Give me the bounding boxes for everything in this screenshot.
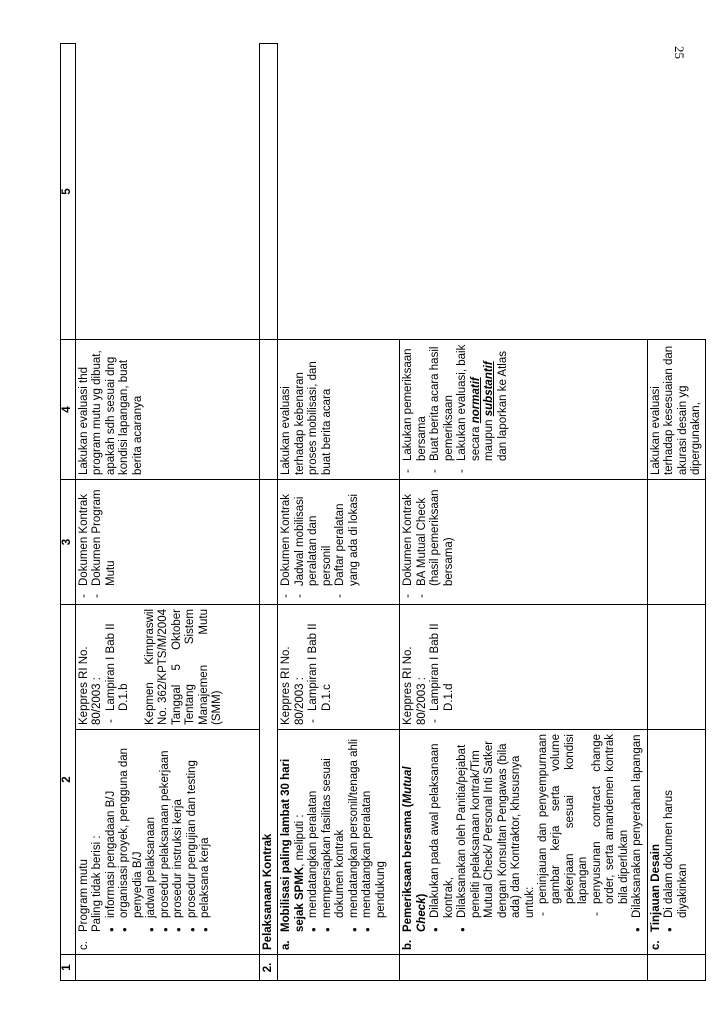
sub-item: - peninjauan dan penyempurnaan gambar kerja serta volume pekerjaan sesuai kondisi lapangan xyxy=(537,734,591,918)
sub-item: - penyusunan contract change order, serta amandemen kontrak bila diperlukan xyxy=(591,734,631,918)
item-label: c. xyxy=(78,941,90,950)
document-item: - Dokumen Kontrak xyxy=(280,484,293,600)
row-pemeriksaan-bersama xyxy=(400,44,647,981)
list-item: ● mendatangkan personil/tenaga ahli xyxy=(348,734,361,932)
list-item: ● Dilakukan pada awal pelaksanaan kontrak, xyxy=(429,734,456,932)
cell-empty xyxy=(76,955,260,981)
cell-program-mutu xyxy=(76,730,260,955)
document-item: - BA Mutual Check (hasil pemeriksaan bersama) xyxy=(416,484,456,600)
item-label: b. xyxy=(402,939,415,950)
reference-list xyxy=(307,609,334,725)
item-label: a. xyxy=(280,940,293,950)
cell-reference xyxy=(278,605,400,730)
item-label: c. xyxy=(649,940,662,950)
cell-reference xyxy=(400,605,647,730)
list-item-text: Dilaksanakan oleh Panitia/pejabat peneliti pelaksanaan kontrak/Tim Mutual Check/ Personal Inti Satker dengan Konsultan Pengawas (bila ada) dan Kontraktor, khususnya untuk: xyxy=(456,740,536,918)
item-title: Program mutu xyxy=(78,859,90,932)
cell-pemeriksaan xyxy=(400,730,647,955)
header-row xyxy=(61,44,76,981)
program-mutu-body xyxy=(91,734,212,950)
action-item-mid: maupun xyxy=(483,416,496,461)
mobilisasi-body xyxy=(307,734,388,950)
cell-empty xyxy=(400,955,647,981)
document-list xyxy=(78,484,118,600)
document-item: - Dokumen Kontrak xyxy=(402,484,415,600)
page-number: 25 xyxy=(672,46,687,59)
action-item xyxy=(456,344,510,475)
tinjauan-body xyxy=(663,734,690,950)
tinjauan-heading xyxy=(650,734,663,950)
procurement-table xyxy=(60,43,706,981)
list-item: ● mempersiapkan fasilitas sesuai dokumen kontrak xyxy=(321,734,348,932)
row-mobilisasi xyxy=(278,44,400,981)
list-item: ● organisasi proyek, pengguna dan penyedia B/J xyxy=(118,734,145,932)
program-mutu-list xyxy=(105,734,213,932)
cell-action xyxy=(647,340,706,480)
document-list xyxy=(402,484,456,600)
list-item: ● prosedur pengujian dan testing xyxy=(186,734,199,932)
item-title-tail: , meliputi : xyxy=(293,814,306,867)
cell-empty xyxy=(278,955,400,981)
action-text: Lakukan evaluasi thd program mutu yg dibuat, apakah sdh sesuai dng kondisi lapangan, buat berita acaranya xyxy=(78,350,144,475)
action-item-text: Lakukan evaluasi, baik secara xyxy=(456,344,482,461)
mobilisasi-heading xyxy=(280,734,307,950)
header-col-1: 1 xyxy=(61,955,76,981)
item-title-suffix: ) xyxy=(415,893,428,898)
pemeriksaan-body xyxy=(429,734,644,950)
action-item: - Buat berita acara hasil pemeriksaan xyxy=(429,344,456,475)
reference-list xyxy=(429,609,456,725)
item-title: Tinjauan Desain xyxy=(649,844,662,932)
list-item: ● jadwal pelaksanaan xyxy=(145,734,158,932)
list-item: ● prosedur pelaksanaan pekerjaan xyxy=(159,734,172,932)
reference-title: Keppres RI No. 80/2003 : xyxy=(402,646,428,725)
action-item-tail: dan laporkan ke Atlas xyxy=(496,351,509,461)
cell-action xyxy=(278,340,400,480)
cell-action xyxy=(76,340,260,480)
document-list xyxy=(280,484,361,600)
mobilisasi-list xyxy=(307,734,388,932)
row-tinjauan-desain xyxy=(647,44,706,981)
cell-empty xyxy=(647,480,706,605)
item-title-prefix: Pemeriksaan bersama ( xyxy=(402,803,415,932)
document-item: - Dokumen Kontrak xyxy=(78,484,91,600)
list-item: ● Di dalam dokumen harus diyakinkan xyxy=(663,734,690,932)
item-intro: Paling tidak berisi : xyxy=(91,835,104,932)
document-item: - Daftar peralatan yang ada di lokasi xyxy=(334,484,361,600)
list-item: ● pelaksana kerja xyxy=(199,734,212,932)
cell-empty xyxy=(647,605,706,730)
cell-documents xyxy=(278,480,400,605)
pemeriksaan-sublist xyxy=(537,734,631,918)
reference-list xyxy=(105,609,132,725)
document-item: - Dokumen Program Mutu xyxy=(91,484,118,600)
item-title: Mobilisasi paling lambat 30 hari sejak SPMK xyxy=(280,758,306,932)
section-title: Pelaksanaan Kontrak xyxy=(260,605,278,955)
cell-documents xyxy=(400,480,647,605)
reference-item: - Lampiran I Bab II D.1.c xyxy=(307,609,334,725)
reference-title: Keppres RI No. 80/2003 : xyxy=(280,646,306,725)
list-item: ● informasi pengadaan B/J xyxy=(105,734,118,932)
cell-empty xyxy=(647,955,706,981)
tinjauan-list xyxy=(663,734,690,932)
cell-documents xyxy=(76,480,260,605)
reference-item: - Lampiran I Bab II D.1.d xyxy=(429,609,456,725)
reference-title: Keppres RI No. 80/2003 : xyxy=(78,646,104,725)
reference-item: - Lampiran I Bab II D.1.b xyxy=(105,609,132,725)
action-text: Lakukan evaluasi terhadap kesesuaian dan akurasi desain yg dipergunakan, xyxy=(649,345,702,475)
section-number: 2. xyxy=(260,955,278,981)
action-emphasis-normatif: normatif xyxy=(469,377,482,424)
list-item: ● mendatangkan peralatan pendukung xyxy=(361,734,388,932)
cell-action xyxy=(400,340,647,480)
row-program-mutu xyxy=(76,44,260,981)
program-mutu-heading xyxy=(78,734,91,950)
list-item: ● Dilaksanakan penyerahan lapangan xyxy=(631,734,644,932)
cell-empty xyxy=(260,480,278,605)
cell-tinjauan xyxy=(647,730,706,955)
list-item: ● mendatangkan peralatan xyxy=(307,734,320,932)
header-col-5: 5 xyxy=(61,44,76,340)
action-emphasis-substantif: substantif xyxy=(483,361,496,417)
list-item xyxy=(456,734,631,932)
pemeriksaan-list xyxy=(429,734,644,932)
action-text: Lakukan evaluasi terhadap kebenaran proses mobilisasi, dan buat berita acara xyxy=(280,361,333,475)
document-item: - Jadwal mobilisasi peralatan dan personil xyxy=(294,484,334,600)
action-item: - Lakukan pemeriksaan bersama xyxy=(402,344,429,475)
row-section-2 xyxy=(260,44,278,981)
reference-kepmen: Kepmen Kimpraswil No. 362/KPTS/M/2004 Tanggal 5 Oktober Tentang Sistem Manajemen Mutu (SMM) xyxy=(143,609,224,725)
cell-empty xyxy=(260,44,278,340)
cell-mobilisasi xyxy=(278,730,400,955)
action-list xyxy=(402,344,510,475)
header-col-3: 3 xyxy=(61,480,76,605)
cell-reference xyxy=(76,605,260,730)
item-title-em: Mutual Check xyxy=(402,766,428,932)
header-col-4: 4 xyxy=(61,340,76,480)
cell-empty xyxy=(260,340,278,480)
header-col-2: 2 xyxy=(61,605,76,955)
list-item: ● prosedur instruksi kerja xyxy=(172,734,185,932)
pemeriksaan-heading xyxy=(402,734,429,950)
